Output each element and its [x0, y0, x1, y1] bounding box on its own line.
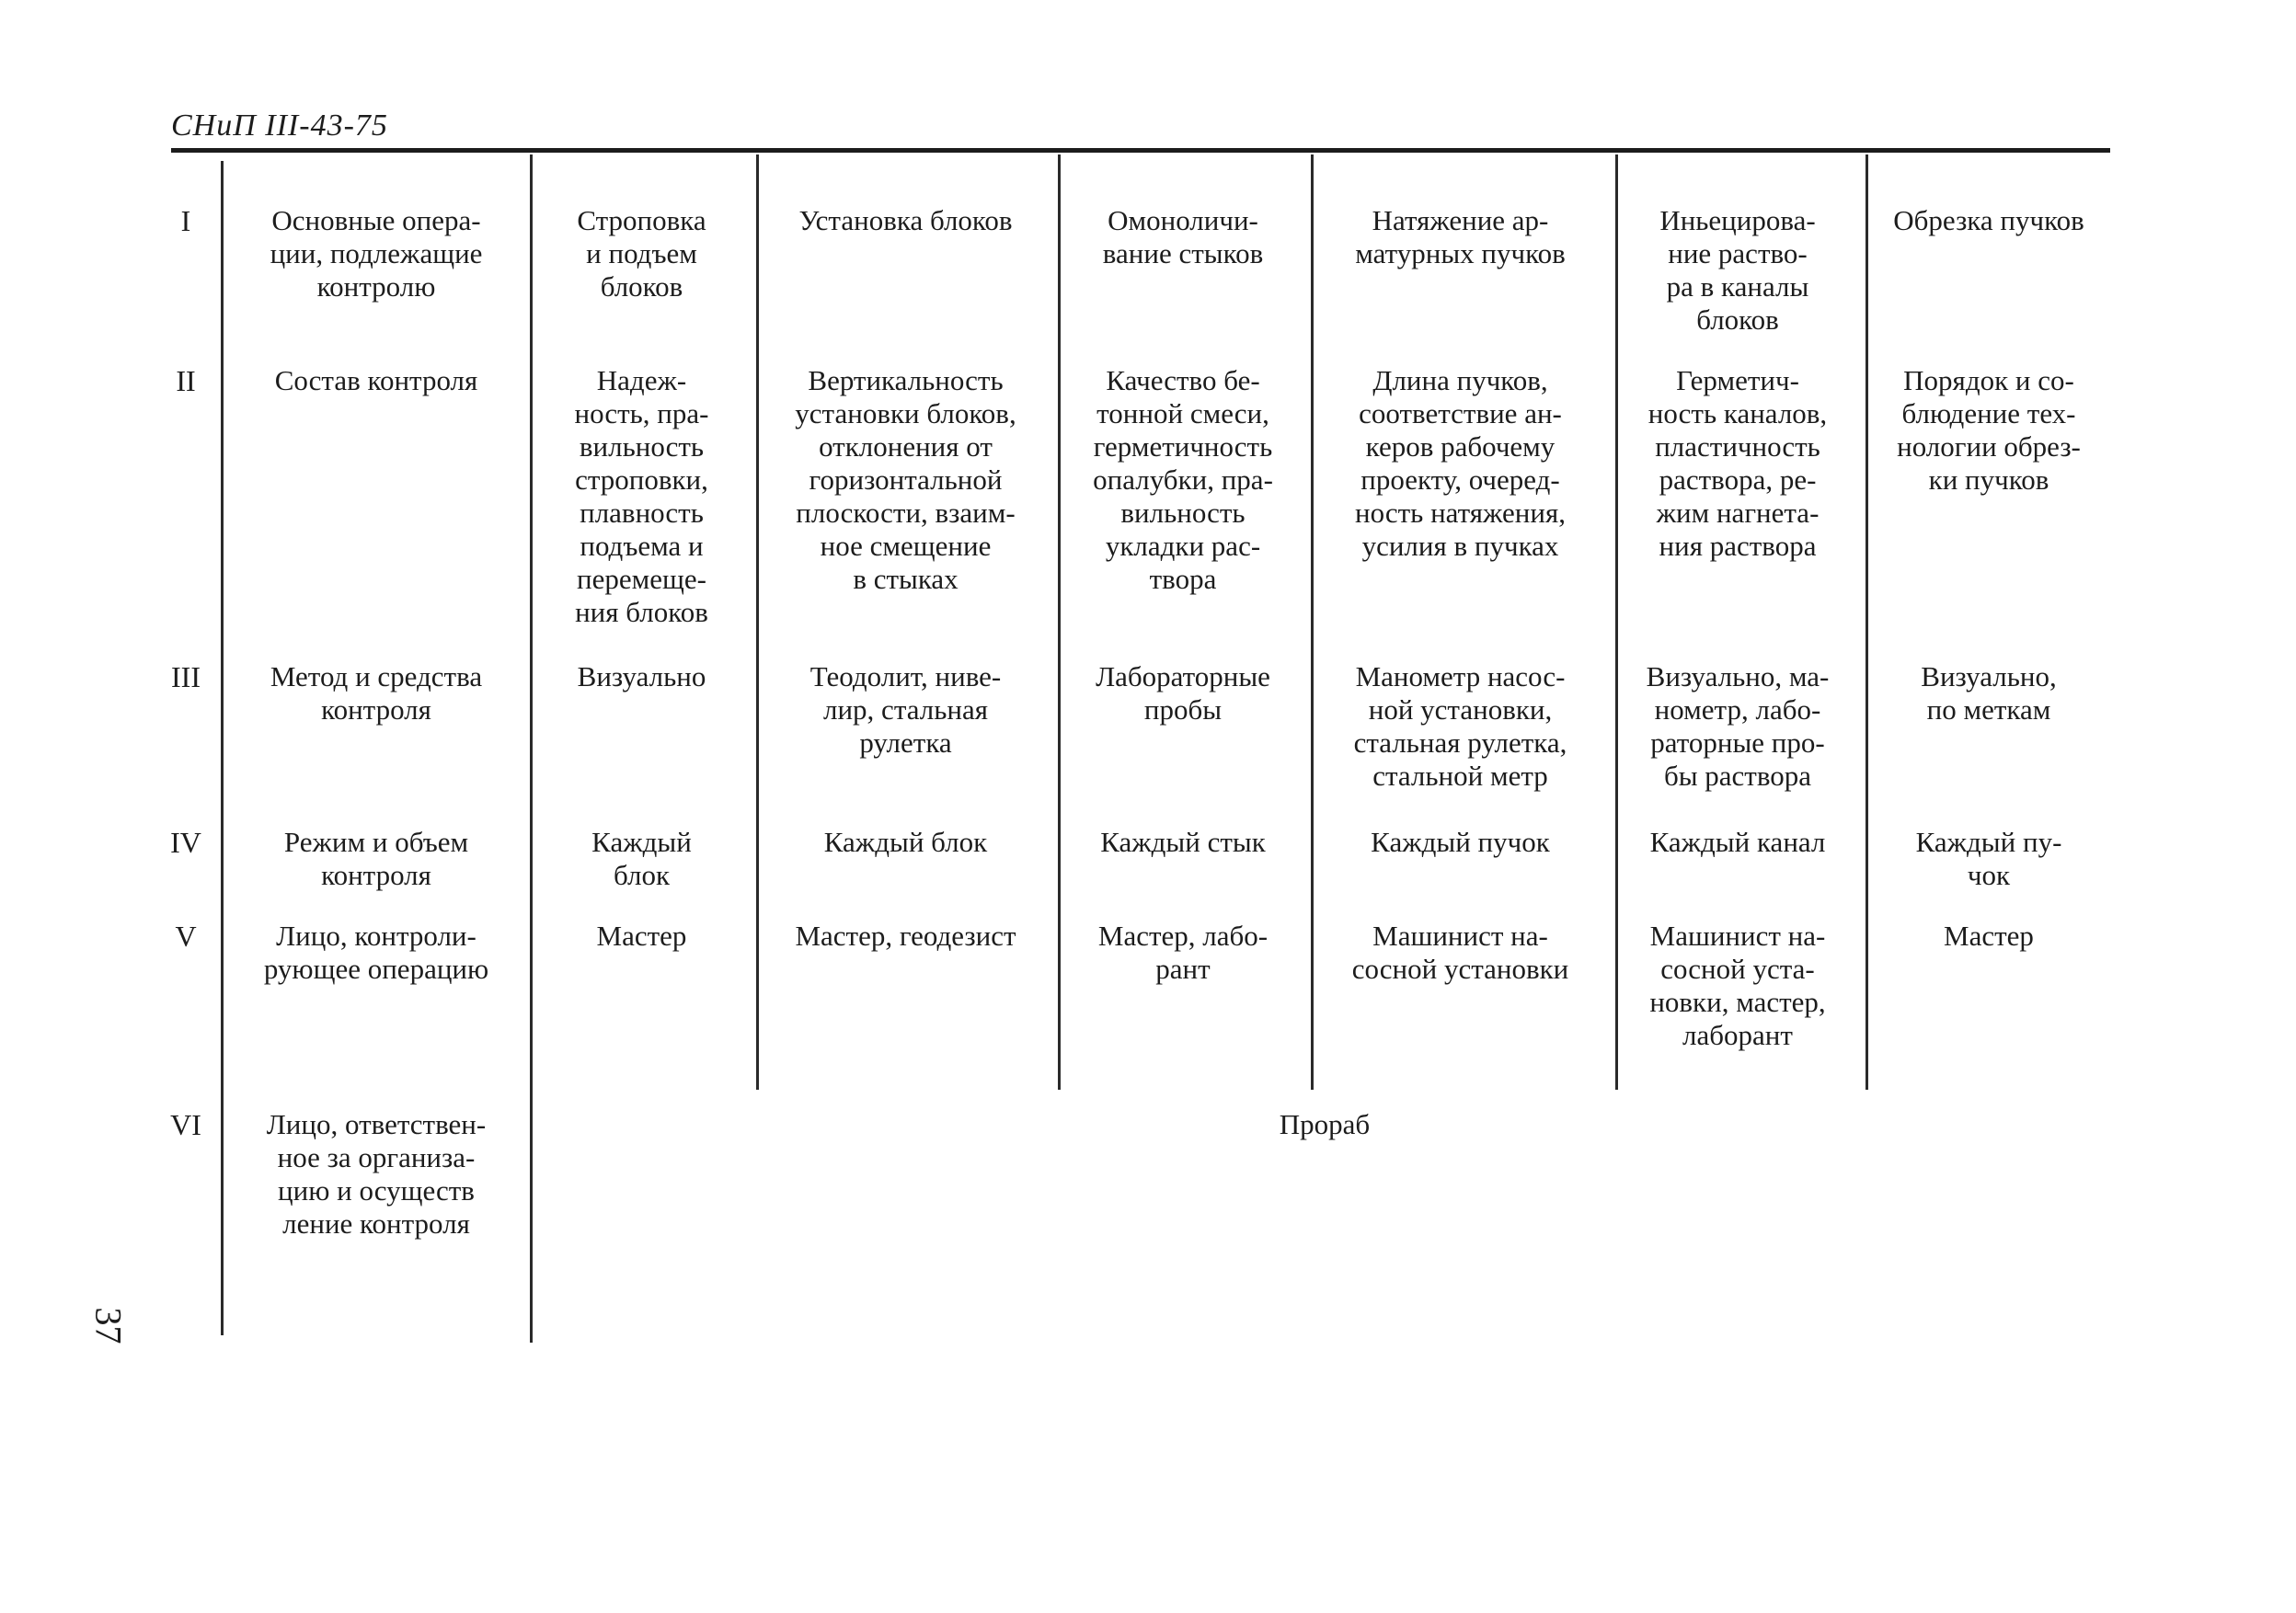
- table-cell: Визуально, по меткам: [1921, 660, 2057, 726]
- row-label: Основные опера- ции, подлежащие контролю: [270, 204, 483, 303]
- column-rule: [530, 154, 533, 1343]
- table-cell: Натяжение ар- матурных пучков: [1355, 204, 1566, 269]
- table-cell: Обрезка пучков: [1893, 204, 2084, 236]
- table-cell: Каждый пу- чок: [1915, 826, 2062, 891]
- table-cell: Мастер: [1944, 920, 2034, 952]
- table-cell: Каждый пучок: [1371, 826, 1550, 858]
- row-number: III: [171, 660, 201, 693]
- table-cell: Длина пучков, соответствие ан- керов рабочему проекту, очеред- ность натяжения, усилия в пучках: [1355, 364, 1566, 562]
- table-cell: Визуально: [577, 660, 706, 692]
- merged-cell: Прораб: [1279, 1108, 1371, 1140]
- table-cell: Мастер, геодезист: [795, 920, 1016, 952]
- header-rule: [171, 148, 2110, 153]
- table-cell: Вертикальность установки блоков, отклонения от горизонтальной плоскости, взаим- ное смещение в стыках: [795, 364, 1016, 595]
- table-cell: Машинист на- сосной установки: [1351, 920, 1569, 985]
- table-cell: Надеж- ность, пра- вильность строповки, плавность подъема и перемеще- ния блоков: [574, 364, 709, 628]
- table-cell: Строповка и подъем блоков: [577, 204, 706, 303]
- table-cell: Порядок и со- блюдение тех- нологии обрез- ки пучков: [1897, 364, 2081, 496]
- page-number: 37: [87, 1307, 130, 1344]
- table-cell: Омоноличи- вание стыков: [1102, 204, 1264, 269]
- table-cell: Манометр насос- ной установки, стальная рулетка, стальной метр: [1353, 660, 1567, 792]
- table-cell: Иньецирова- ние раство- ра в каналы блоков: [1659, 204, 1816, 336]
- table-cell: Каждый блок: [591, 826, 692, 891]
- table-cell: Каждый канал: [1649, 826, 1826, 858]
- row-number: IV: [170, 826, 201, 859]
- table-cell: Мастер, лабо- рант: [1097, 920, 1269, 985]
- column-rule: [221, 161, 224, 1335]
- row-label: Лицо, ответствен- ное за организа- цию и осуществ ление контроля: [266, 1108, 487, 1240]
- row-number: VI: [170, 1108, 201, 1141]
- row-label: Метод и средства контроля: [270, 660, 483, 726]
- table-cell: Визуально, ма- нометр, лабо- раторные про- бы раствора: [1646, 660, 1830, 792]
- row-number: V: [175, 920, 197, 953]
- table-cell: Лабораторные пробы: [1096, 660, 1270, 726]
- table-cell: Машинист на- сосной уста- новки, мастер, лаборант: [1649, 920, 1826, 1051]
- row-label: Состав контроля: [274, 364, 478, 396]
- row-label: Режим и объем контроля: [283, 826, 469, 891]
- document-header: СНиП III-43-75: [171, 109, 388, 143]
- table-cell: Качество бе- тонной смеси, герметичность опалубки, пра- вильность укладки рас- твора: [1093, 364, 1273, 595]
- table-cell: Теодолит, ниве- лир, стальная рулетка: [809, 660, 1002, 759]
- table-cell: Герметич- ность каналов, пластичность раствора, ре- жим нагнета- ния раствора: [1647, 364, 1828, 562]
- table-cell: Каждый блок: [823, 826, 988, 858]
- row-number: II: [176, 364, 196, 397]
- table-cell: Каждый стык: [1100, 826, 1266, 858]
- table-cell: Мастер: [596, 920, 687, 952]
- row-label: Лицо, контроли- рующее операцию: [263, 920, 489, 985]
- table-cell: Установка блоков: [798, 204, 1013, 236]
- row-number: I: [180, 204, 191, 237]
